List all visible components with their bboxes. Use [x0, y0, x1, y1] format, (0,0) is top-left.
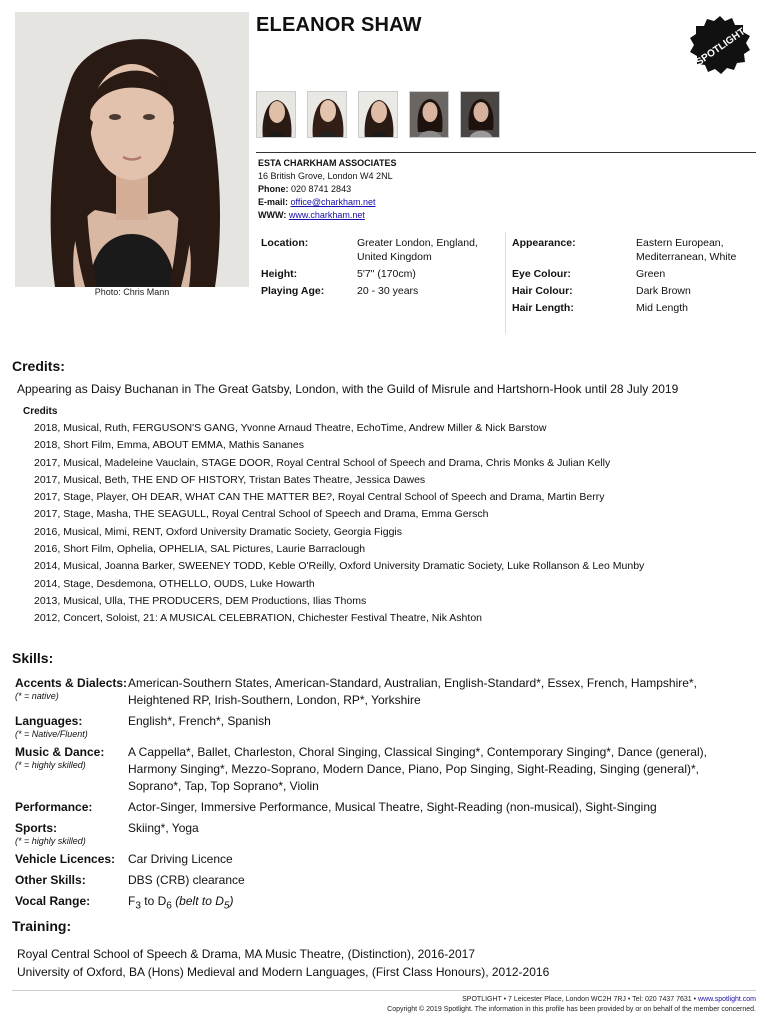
credit-item: 2018, Short Film, Emma, ABOUT EMMA, Mathis Sananes — [34, 439, 304, 452]
skill-value: Actor-Singer, Immersive Performance, Musical Theatre, Sight-Reading (non-musical), Sight-Singing — [128, 800, 657, 814]
skill-row-performance — [15, 799, 743, 816]
credit-item: 2016, Short Film, Ophelia, OPHELIA, SAL Pictures, Laurie Barraclough — [34, 543, 366, 556]
attribute-label: Playing Age: — [261, 285, 325, 297]
attribute-label: Height: — [261, 268, 298, 280]
credit-item: 2014, Stage, Desdemona, OTHELLO, OUDS, Luke Howarth — [34, 577, 315, 590]
vocal-low-octave: 3 — [135, 900, 141, 912]
logo-text: SPOTLIGHT — [694, 26, 748, 69]
footer — [387, 995, 756, 1015]
skills-heading: Skills: — [12, 650, 54, 666]
training-heading: Training: — [12, 918, 72, 934]
agency-block — [258, 157, 397, 222]
attribute-value: 5'7" (170cm) — [357, 268, 416, 280]
footer-website-link[interactable]: www.spotlight.com — [698, 996, 756, 1003]
attribute-label: Hair Colour: — [512, 285, 573, 297]
credit-item: 2018, Musical, Ruth, FERGUSON'S GANG, Yvonne Arnaud Theatre, EchoTime, Andrew Miller & Nick Barstow — [34, 422, 547, 434]
thumbnail-photo[interactable] — [307, 91, 347, 138]
attribute-row — [512, 267, 754, 281]
vocal-high-note: D — [157, 894, 167, 908]
attribute-row — [512, 301, 754, 315]
attribute-value: Eastern European, Mediterranean, White — [636, 237, 737, 263]
skill-row-other — [15, 872, 743, 889]
thumbnail-photo[interactable] — [358, 91, 398, 138]
www-label: WWW: — [258, 210, 287, 220]
agency-email-link[interactable]: office@charkham.net — [290, 197, 376, 207]
skill-row-sports — [15, 820, 743, 847]
attribute-label: Hair Length: — [512, 302, 574, 314]
agency-name: ESTA CHARKHAM ASSOCIATES — [258, 158, 397, 168]
skill-note: (* = highly skilled) — [15, 836, 86, 846]
vocal-low-note: F — [128, 894, 136, 908]
attribute-row — [261, 236, 497, 264]
skill-note: (* = native) — [15, 691, 59, 701]
skill-value: DBS (CRB) clearance — [128, 873, 245, 887]
email-label: E-mail: — [258, 197, 289, 207]
photo-thumbnails — [256, 91, 500, 138]
footer-divider — [12, 990, 756, 991]
attribute-row — [261, 267, 497, 281]
attribute-label: Location: — [261, 237, 309, 249]
thumbnail-photo[interactable] — [409, 91, 449, 138]
attributes-divider — [505, 232, 506, 334]
vocal-belt-octave: 5 — [223, 900, 230, 912]
vocal-to: to — [144, 894, 155, 908]
attribute-label: Appearance: — [512, 237, 576, 249]
agency-address: 16 British Grove, London W4 2NL — [258, 171, 393, 181]
attribute-row — [512, 284, 754, 298]
skill-label: Accents & Dialects: — [15, 676, 128, 690]
agency-phone-row — [258, 183, 397, 196]
current-appearance: Appearing as Daisy Buchanan in The Great Gatsby, London, with the Guild of Misrule and Hartshorn-Hook until 28 July 2019 — [17, 382, 679, 396]
skill-label: Languages: — [15, 714, 83, 728]
credit-item: 2017, Musical, Madeleine Vauclain, STAGE DOOR, Royal Central School of Speech and Drama, Chris Monks & Julian Kelly — [34, 456, 611, 469]
attribute-value: Greater London, England, United Kingdom — [357, 237, 478, 263]
spotlight-logo[interactable] — [688, 14, 752, 78]
skill-row-vocal-range — [15, 893, 743, 914]
credit-item: 2013, Musical, Ulla, THE PRODUCERS, DEM Productions, Ilias Thoms — [34, 594, 367, 607]
credits-subheading: Credits — [23, 406, 58, 417]
agency-phone: 020 8741 2843 — [291, 184, 352, 194]
attribute-value: Green — [636, 268, 666, 280]
footer-line1 — [387, 995, 756, 1005]
vocal-belt — [175, 894, 234, 912]
headshot-photo[interactable] — [15, 12, 249, 287]
skill-note: (* = Native/Fluent) — [15, 729, 88, 739]
credit-item: 2017, Musical, Beth, THE END OF HISTORY, Tristan Bates Theatre, Jessica Dawes — [34, 473, 426, 486]
photo-caption: Photo: Chris Mann — [94, 287, 170, 297]
agency-email-row — [258, 196, 397, 209]
skill-row-accents — [15, 675, 743, 709]
skill-row-vehicle — [15, 851, 743, 868]
training-item: Royal Central School of Speech & Drama, MA Music Theatre, (Distinction), 2016-2017 — [17, 947, 475, 961]
skill-label: Vocal Range: — [15, 894, 91, 908]
attribute-row — [261, 284, 497, 298]
agency-www-row — [258, 209, 397, 222]
header-divider — [256, 152, 756, 153]
credits-list — [34, 420, 644, 628]
skill-row-languages — [15, 713, 743, 740]
actor-name: ELEANOR SHAW — [256, 14, 422, 36]
vocal-belt-prefix: (belt to D — [175, 894, 224, 908]
attributes-left — [261, 236, 497, 301]
skill-value: Car Driving Licence — [128, 852, 233, 866]
attribute-value: Dark Brown — [636, 285, 691, 297]
skill-label: Sports: — [15, 821, 57, 835]
agency-website-link[interactable]: www.charkham.net — [288, 210, 365, 220]
thumbnail-photo[interactable] — [460, 91, 500, 138]
skill-row-music-dance — [15, 744, 743, 795]
vocal-belt-suffix: ) — [229, 894, 234, 908]
vocal-range-value — [128, 893, 743, 914]
attribute-value: Mid Length — [636, 302, 688, 314]
vocal-high-octave: 6 — [166, 900, 172, 912]
attribute-value: 20 - 30 years — [357, 285, 419, 297]
footer-address: SPOTLIGHT • 7 Leicester Place, London WC2H 7RJ • Tel: 020 7437 7631 • — [462, 996, 699, 1003]
skills-list — [15, 675, 743, 918]
skill-label: Vehicle Licences: — [15, 852, 116, 866]
attributes-right — [512, 236, 754, 318]
credit-item: 2017, Stage, Player, OH DEAR, WHAT CAN THE MATTER BE?, Royal Central School of Speech and Drama, Martin Berry — [34, 491, 605, 504]
thumbnail-photo[interactable] — [256, 91, 296, 138]
skill-label: Other Skills: — [15, 873, 86, 887]
skill-label: Music & Dance: — [15, 745, 105, 759]
phone-label: Phone: — [258, 184, 289, 194]
training-item: University of Oxford, BA (Hons) Medieval and Modern Languages, (First Class Honours), 2012-2016 — [17, 965, 550, 979]
footer-copyright: Copyright © 2019 Spotlight. The information in this profile has been provided by or on behalf of the member concerned. — [387, 1006, 756, 1013]
attribute-label: Eye Colour: — [512, 268, 571, 280]
credit-item: 2014, Musical, Joanna Barker, SWEENEY TODD, Keble O'Reilly, Oxford University Dramatic Society, Luke Rollanson & Leo Munby — [34, 560, 645, 573]
skill-note: (* = highly skilled) — [15, 760, 86, 770]
credit-item: 2012, Concert, Soloist, 21: A MUSICAL CELEBRATION, Chichester Festival Theatre, Nik Ashton — [34, 612, 482, 625]
skill-label: Performance: — [15, 800, 93, 814]
attribute-row — [512, 236, 754, 264]
skill-value: English*, French*, Spanish — [128, 714, 271, 728]
credit-item: 2016, Musical, Mimi, RENT, Oxford University Dramatic Society, Georgia Figgis — [34, 525, 402, 538]
training-list — [17, 945, 549, 981]
skill-value: A Cappella*, Ballet, Charleston, Choral Singing, Classical Singing*, Contemporary Singing*, Dance (general), Harmony Singing*, Mezzo-Soprano, Modern Dance, Piano, Pop Singing, Sight-Reading, Singing (general)*, Soprano*, Tap, Top Soprano*, Violin — [128, 745, 707, 793]
skill-value: American-Southern States, American-Standard, Australian, English-Standard*, Essex, French, Hampshire*, Heightened RP, Irish-Southern, London, RP*, Yorkshire — [128, 676, 697, 707]
credit-item: 2017, Stage, Masha, THE SEAGULL, Royal Central School of Speech and Drama, Emma Gersch — [34, 508, 489, 521]
credits-heading: Credits: — [12, 358, 65, 374]
skill-value: Skiing*, Yoga — [128, 821, 199, 835]
